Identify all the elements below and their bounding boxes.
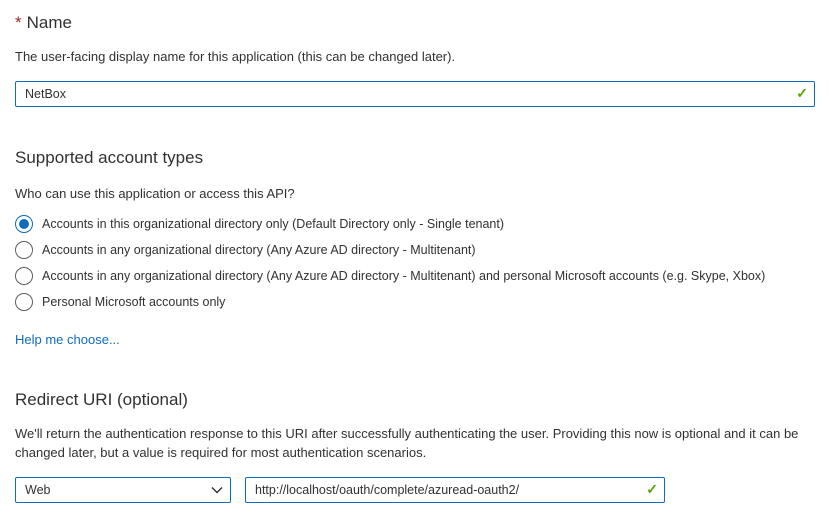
redirect-uri-description: We'll return the authentication response to this URI after successfully authenticating the user. Providing this now is optional and it can be changed later, but a value is required for most authentication scenarios.	[15, 426, 799, 460]
redirect-uri-input[interactable]	[245, 477, 665, 503]
name-input[interactable]	[15, 81, 815, 107]
redirect-uri-row	[15, 477, 815, 503]
platform-dropdown[interactable]	[15, 477, 231, 503]
radio-option-label: Accounts in any organizational directory (Any Azure AD directory - Multitenant)	[42, 243, 476, 257]
valid-check-icon: ✓	[796, 85, 808, 102]
redirect-uri-heading: Redirect URI (optional)	[15, 390, 188, 409]
radio-option-multitenant[interactable]	[15, 237, 815, 263]
chevron-down-icon	[211, 486, 223, 494]
name-heading: Name	[26, 13, 72, 32]
radio-option-label: Accounts in this organizational directory only (Default Directory only - Single tenant)	[42, 217, 505, 231]
valid-check-icon: ✓	[646, 481, 658, 498]
name-description: The user-facing display name for this application (this can be changed later).	[15, 49, 456, 64]
radio-option-personal-only[interactable]	[15, 289, 815, 315]
uri-input-wrap	[245, 477, 665, 503]
platform-dropdown-value: Web	[25, 483, 51, 497]
required-asterisk: *	[15, 13, 22, 32]
name-input-wrap	[15, 81, 815, 107]
radio-unselected-icon[interactable]	[15, 241, 33, 259]
radio-option-label: Personal Microsoft accounts only	[42, 295, 226, 309]
account-types-question: Who can use this application or access this API?	[15, 186, 295, 201]
radio-option-single-tenant[interactable]	[15, 211, 815, 237]
radio-unselected-icon[interactable]	[15, 267, 33, 285]
supported-account-types-heading: Supported account types	[15, 148, 204, 167]
help-me-choose-link[interactable]: Help me choose...	[15, 332, 120, 347]
name-label-row	[15, 12, 815, 34]
radio-option-multitenant-personal[interactable]	[15, 263, 815, 289]
account-type-radio-group	[15, 211, 815, 315]
radio-selected-icon[interactable]	[15, 215, 33, 233]
radio-unselected-icon[interactable]	[15, 293, 33, 311]
radio-option-label: Accounts in any organizational directory (Any Azure AD directory - Multitenant) and personal Microsoft accounts (e.g. Skype, Xbox)	[42, 269, 766, 283]
